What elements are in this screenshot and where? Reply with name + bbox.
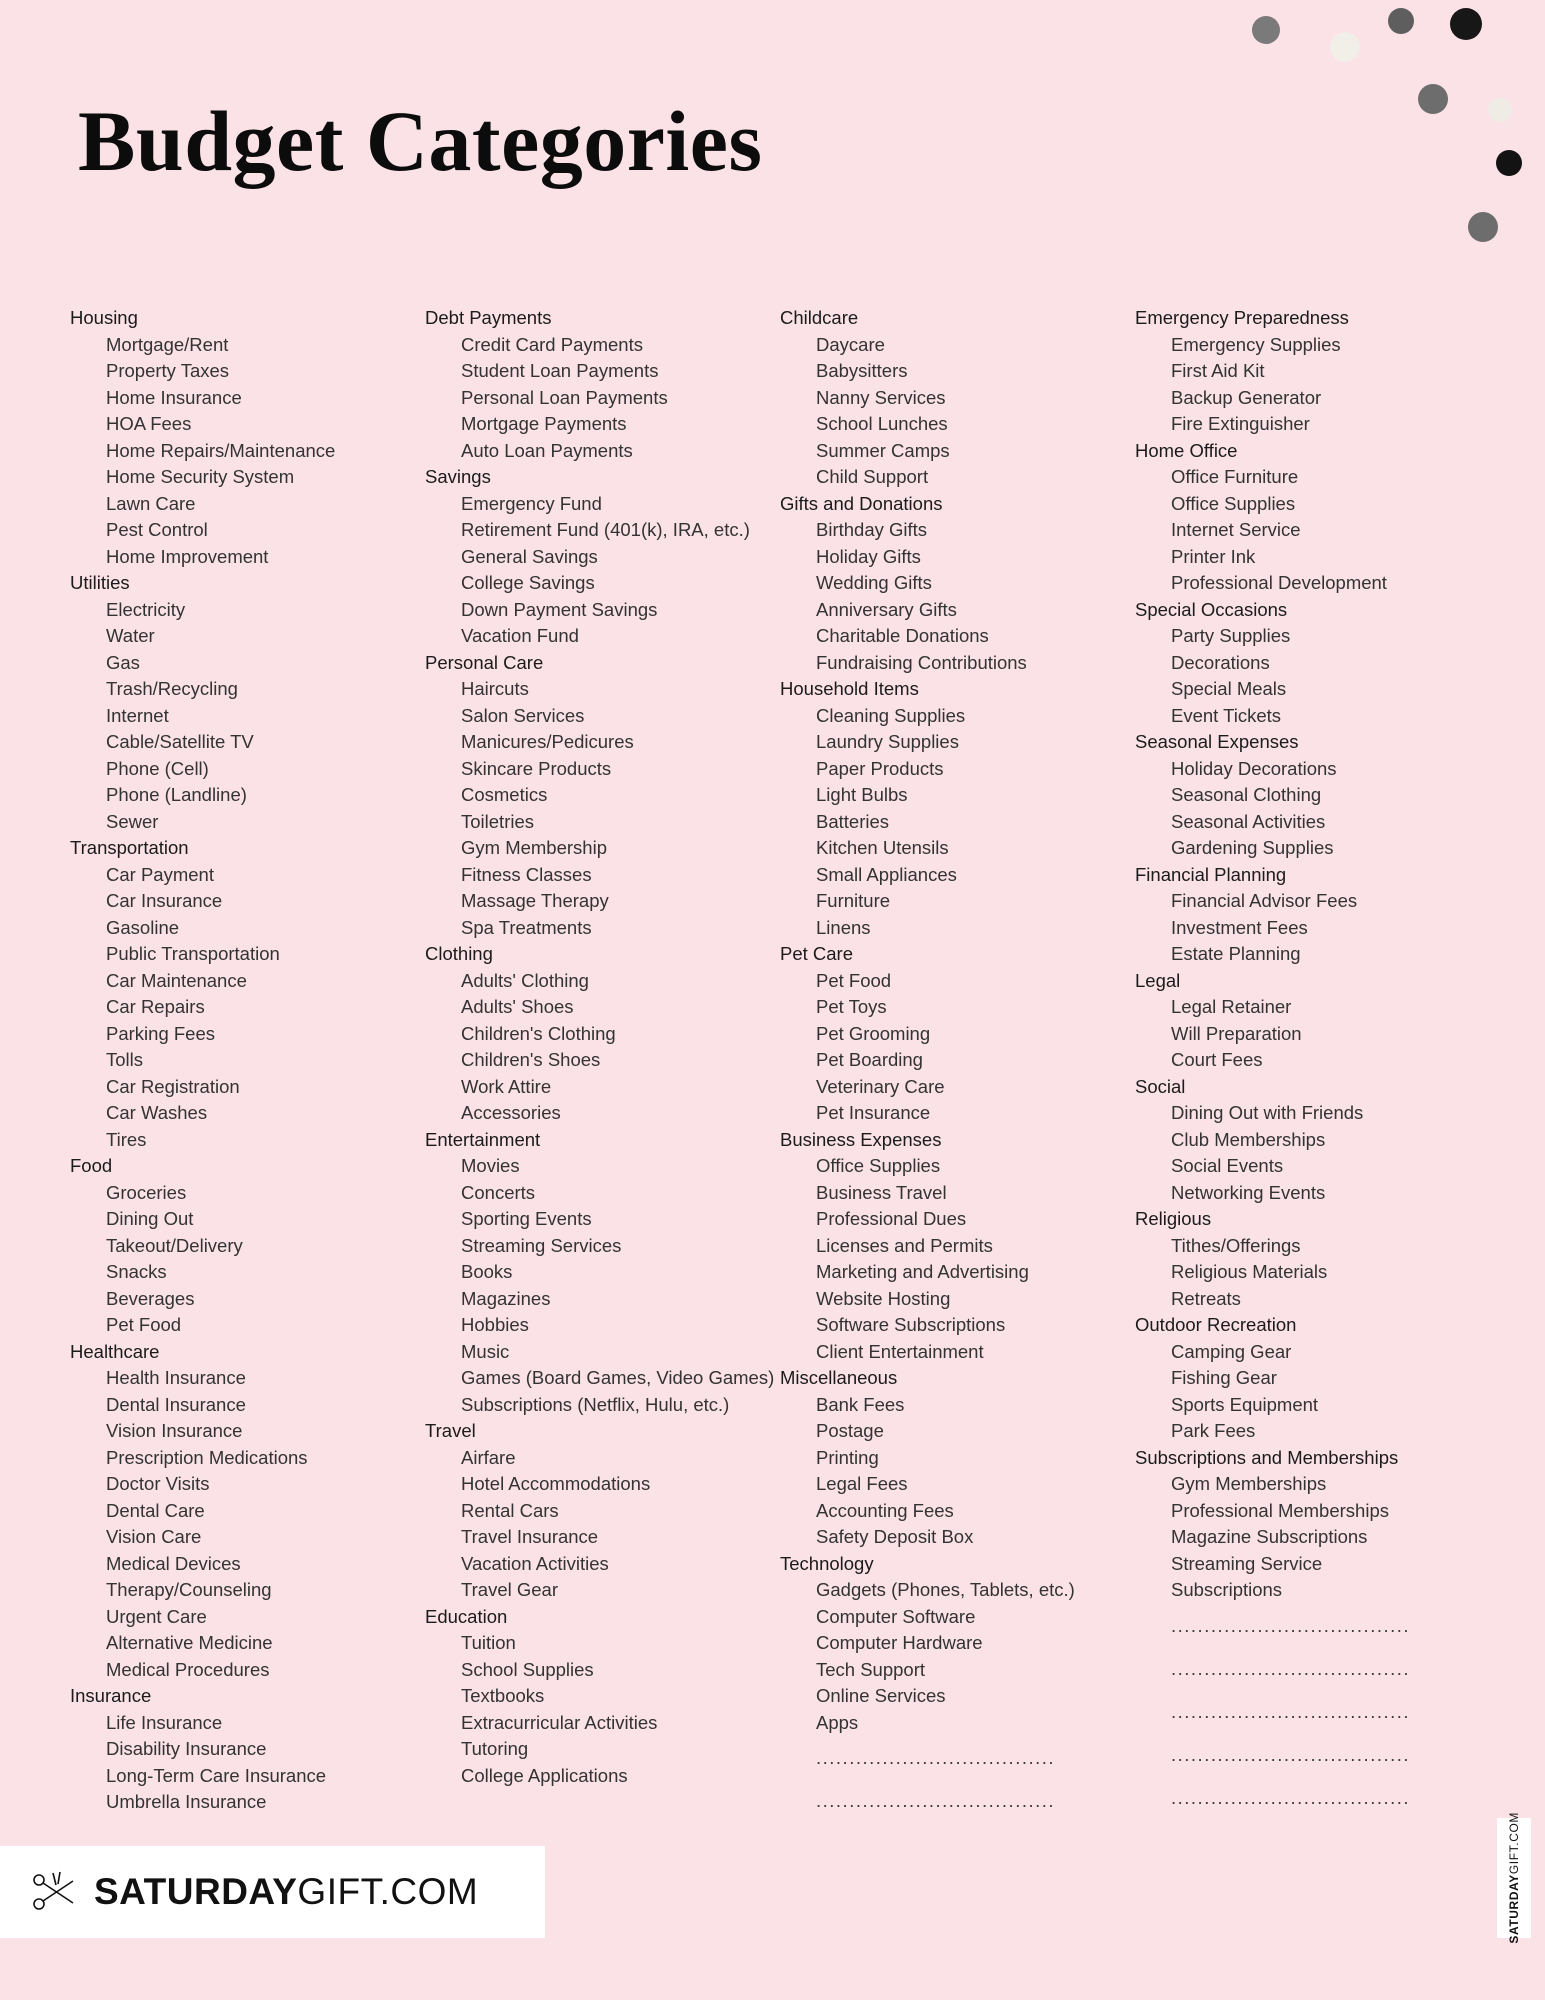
- list-item: Estate Planning: [1171, 943, 1301, 964]
- category-group: [425, 1604, 780, 1790]
- list-item: Therapy/Counseling: [106, 1579, 272, 1600]
- list-item: Vision Care: [106, 1526, 202, 1547]
- group-title: Clothing: [425, 943, 493, 964]
- list-item: Cleaning Supplies: [816, 704, 966, 726]
- confetti-dot: [1388, 8, 1414, 34]
- list-item: Summer Camps: [816, 439, 950, 461]
- category-group: [1135, 968, 1490, 1074]
- list-item: Retirement Fund (401(k), IRA, etc.): [461, 519, 750, 540]
- list-item: Business Travel: [816, 1181, 947, 1203]
- group-title: Pet Care: [780, 943, 854, 964]
- list-item: Seasonal Clothing: [1171, 784, 1322, 805]
- list-item: Paper Products: [816, 757, 944, 779]
- list-item: Tech Support: [816, 1658, 926, 1680]
- list-item: Networking Events: [1171, 1181, 1326, 1203]
- list-item: Fitness Classes: [461, 863, 592, 885]
- list-item: Pest Control: [106, 519, 208, 540]
- list-item: Laundry Supplies: [816, 731, 959, 752]
- category-group: [1135, 1206, 1490, 1312]
- category-group: [780, 676, 1135, 941]
- list-item: Hotel Accommodations: [461, 1473, 651, 1494]
- group-title: Savings: [425, 466, 491, 487]
- list-item: Light Bulbs: [816, 784, 908, 805]
- list-item: Emergency Supplies: [1171, 333, 1341, 355]
- list-item: Tires: [106, 1128, 147, 1150]
- brand-name-primary: SATURDAY: [94, 1871, 298, 1912]
- list-item: Website Hosting: [816, 1287, 951, 1309]
- group-title: Debt Payments: [425, 307, 552, 328]
- list-item: Printer Ink: [1171, 545, 1256, 567]
- list-item: Office Supplies: [816, 1155, 941, 1176]
- list-item: Toiletries: [461, 810, 534, 832]
- list-item: School Lunches: [816, 413, 948, 434]
- list-item: Vision Insurance: [106, 1420, 243, 1441]
- list-item: Pet Food: [106, 1314, 182, 1335]
- list-item: Doctor Visits: [106, 1473, 210, 1494]
- list-item: Music: [461, 1340, 510, 1362]
- group-title: Special Occasions: [1135, 598, 1288, 620]
- list-item: Court Fees: [1171, 1049, 1263, 1070]
- list-item: Travel Gear: [461, 1579, 558, 1600]
- list-item: Sports Equipment: [1171, 1393, 1319, 1415]
- group-title: Utilities: [70, 572, 130, 593]
- list-item: Furniture: [816, 890, 891, 911]
- category-group: [780, 491, 1135, 677]
- blank-line[interactable]: ....................................: [1171, 1614, 1411, 1636]
- group-title: Insurance: [70, 1685, 152, 1706]
- list-item: Holiday Gifts: [816, 545, 921, 567]
- category-group: [425, 1127, 780, 1419]
- list-item: Adults' Clothing: [461, 969, 589, 991]
- list-item: Licenses and Permits: [816, 1234, 993, 1256]
- list-item: Travel Insurance: [461, 1526, 599, 1547]
- list-item: Adults' Shoes: [461, 996, 574, 1017]
- list-item: Religious Materials: [1171, 1261, 1328, 1282]
- list-item: Printing: [816, 1446, 879, 1468]
- list-item: Cable/Satellite TV: [106, 731, 254, 752]
- list-item: HOA Fees: [106, 413, 192, 434]
- list-item: Alternative Medicine: [106, 1632, 273, 1653]
- list-item: Dining Out: [106, 1208, 194, 1229]
- confetti-dot: [1330, 32, 1360, 62]
- category-column-1: [70, 305, 425, 1822]
- list-item: Professional Development: [1171, 572, 1387, 593]
- list-item: Hobbies: [461, 1314, 529, 1335]
- list-item: Umbrella Insurance: [106, 1791, 267, 1812]
- group-title: Financial Planning: [1135, 863, 1287, 885]
- group-title: Miscellaneous: [780, 1367, 898, 1388]
- list-item: Children's Clothing: [461, 1022, 616, 1044]
- blank-line[interactable]: ....................................: [1171, 1786, 1411, 1808]
- list-item: Work Attire: [461, 1075, 552, 1097]
- confetti-dot: [1252, 16, 1280, 44]
- list-item: Gym Membership: [461, 837, 607, 858]
- list-item: School Supplies: [461, 1658, 594, 1680]
- list-item: Seasonal Activities: [1171, 810, 1326, 832]
- list-item: Subscriptions (Netflix, Hulu, etc.): [461, 1393, 730, 1415]
- list-item: Disability Insurance: [106, 1738, 267, 1759]
- list-item: General Savings: [461, 545, 598, 567]
- list-item: Water: [106, 625, 155, 646]
- list-item: Legal Retainer: [1171, 996, 1292, 1017]
- list-item: Massage Therapy: [461, 890, 609, 911]
- page-title: Budget Categories: [78, 93, 763, 189]
- side-brand-secondary: GIFT.COM: [1507, 1812, 1521, 1875]
- side-brand-text: [1507, 1812, 1521, 1944]
- group-title: Childcare: [780, 307, 859, 328]
- list-item: Party Supplies: [1171, 625, 1291, 646]
- list-item: Internet Service: [1171, 519, 1301, 540]
- side-brand-tag: [1497, 1812, 1531, 1944]
- confetti-dot: [1468, 212, 1498, 242]
- list-item: Concerts: [461, 1181, 536, 1203]
- list-item: Cosmetics: [461, 784, 548, 805]
- list-item: Trash/Recycling: [106, 678, 238, 699]
- blank-line[interactable]: ....................................: [1171, 1657, 1411, 1679]
- list-item: Prescription Medications: [106, 1446, 308, 1468]
- list-item: Sporting Events: [461, 1208, 592, 1229]
- list-item: Camping Gear: [1171, 1340, 1292, 1362]
- category-group: [70, 1339, 425, 1684]
- list-item: Small Appliances: [816, 863, 957, 885]
- list-item: Urgent Care: [106, 1605, 207, 1627]
- list-item: Car Repairs: [106, 996, 205, 1017]
- category-group: [1135, 1074, 1490, 1207]
- list-item: Phone (Landline): [106, 784, 247, 805]
- list-item: Office Supplies: [1171, 492, 1296, 514]
- list-item: Car Registration: [106, 1075, 240, 1097]
- list-item: Pet Boarding: [816, 1049, 923, 1070]
- list-item: Lawn Care: [106, 492, 196, 514]
- list-item: Vacation Activities: [461, 1552, 609, 1574]
- blank-line[interactable]: ....................................: [816, 1747, 1056, 1768]
- list-item: Special Meals: [1171, 678, 1287, 699]
- category-group: [1135, 1312, 1490, 1445]
- list-item: Health Insurance: [106, 1367, 246, 1388]
- list-item: Beverages: [106, 1287, 195, 1309]
- category-group: [70, 835, 425, 1153]
- list-item: Groceries: [106, 1181, 187, 1203]
- list-item: Games (Board Games, Video Games): [461, 1367, 775, 1388]
- list-item: Decorations: [1171, 651, 1270, 673]
- group-title: Subscriptions and Memberships: [1135, 1446, 1399, 1468]
- list-item: Home Insurance: [106, 386, 242, 408]
- category-group: [1135, 438, 1490, 597]
- list-item: First Aid Kit: [1171, 360, 1265, 381]
- list-item: Property Taxes: [106, 360, 230, 381]
- list-item: Event Tickets: [1171, 704, 1282, 726]
- group-title: Housing: [70, 307, 138, 328]
- category-group: [1135, 862, 1490, 968]
- list-item: Streaming Services: [461, 1234, 622, 1256]
- list-item: Professional Memberships: [1171, 1499, 1389, 1521]
- list-item: Internet: [106, 704, 169, 726]
- list-item: Anniversary Gifts: [816, 598, 957, 620]
- list-item: Home Improvement: [106, 545, 269, 567]
- list-item: Nanny Services: [816, 386, 946, 408]
- list-item: Car Payment: [106, 863, 214, 885]
- scissors-icon: [26, 1865, 80, 1919]
- category-columns: [70, 305, 1490, 1822]
- list-item: Kitchen Utensils: [816, 837, 949, 858]
- group-title: Technology: [780, 1552, 874, 1574]
- list-item: Office Furniture: [1171, 466, 1299, 487]
- list-item: Computer Hardware: [816, 1632, 983, 1653]
- list-item: Textbooks: [461, 1685, 545, 1706]
- list-item: Retreats: [1171, 1287, 1241, 1309]
- list-item: Investment Fees: [1171, 916, 1308, 938]
- category-group: [1135, 729, 1490, 862]
- list-item: Phone (Cell): [106, 757, 209, 779]
- list-item: Batteries: [816, 810, 890, 832]
- list-item: Birthday Gifts: [816, 519, 928, 540]
- list-item: Haircuts: [461, 678, 529, 699]
- category-column-2: [425, 305, 780, 1822]
- list-item: Children's Shoes: [461, 1049, 601, 1070]
- list-item: Student Loan Payments: [461, 360, 659, 381]
- list-item: Electricity: [106, 598, 186, 620]
- list-item: Medical Devices: [106, 1552, 241, 1574]
- list-item: Pet Grooming: [816, 1022, 931, 1044]
- category-group: [70, 1683, 425, 1816]
- blank-line[interactable]: ....................................: [1171, 1743, 1411, 1765]
- list-item: Marketing and Advertising: [816, 1261, 1029, 1282]
- list-item: Rental Cars: [461, 1499, 559, 1521]
- list-item: Wedding Gifts: [816, 572, 932, 593]
- list-item: Snacks: [106, 1261, 167, 1282]
- category-group: [425, 1418, 780, 1604]
- list-item: Salon Services: [461, 704, 585, 726]
- category-group: [780, 941, 1135, 1127]
- list-item: Fire Extinguisher: [1171, 413, 1310, 434]
- group-title: Home Office: [1135, 439, 1238, 461]
- list-item: College Applications: [461, 1764, 628, 1786]
- list-item: Backup Generator: [1171, 386, 1322, 408]
- list-item: Home Security System: [106, 466, 295, 487]
- list-item: Online Services: [816, 1685, 946, 1706]
- list-item: Safety Deposit Box: [816, 1526, 974, 1547]
- category-group: [70, 305, 425, 570]
- list-item: Spa Treatments: [461, 916, 592, 938]
- list-item: Bank Fees: [816, 1393, 905, 1415]
- confetti-dot: [1488, 98, 1512, 122]
- list-item: Sewer: [106, 810, 159, 832]
- list-item: Pet Food: [816, 969, 892, 991]
- list-item: Pet Toys: [816, 996, 887, 1017]
- group-title: Social: [1135, 1075, 1186, 1097]
- category-column-4: [1135, 305, 1490, 1822]
- blank-line[interactable]: ....................................: [1171, 1700, 1411, 1722]
- group-title: Business Expenses: [780, 1128, 942, 1150]
- list-item: Magazine Subscriptions: [1171, 1526, 1368, 1547]
- category-group: [70, 570, 425, 835]
- confetti-dot: [1418, 84, 1448, 114]
- category-column-3: [780, 305, 1135, 1822]
- blank-line[interactable]: ....................................: [816, 1790, 1056, 1811]
- list-item: Skincare Products: [461, 757, 612, 779]
- list-item: Takeout/Delivery: [106, 1234, 243, 1256]
- list-item: Mortgage/Rent: [106, 333, 229, 355]
- list-item: Dental Insurance: [106, 1393, 246, 1415]
- list-item: Emergency Fund: [461, 492, 602, 514]
- list-item: Airfare: [461, 1446, 516, 1468]
- list-item: Personal Loan Payments: [461, 386, 668, 408]
- list-item: Financial Advisor Fees: [1171, 890, 1358, 911]
- list-item: Auto Loan Payments: [461, 439, 633, 461]
- list-item: Charitable Donations: [816, 625, 989, 646]
- list-item: Credit Card Payments: [461, 333, 643, 355]
- list-item: Dental Care: [106, 1499, 205, 1521]
- list-item: Dining Out with Friends: [1171, 1102, 1364, 1123]
- list-item: Legal Fees: [816, 1473, 908, 1494]
- list-item: Down Payment Savings: [461, 598, 658, 620]
- list-item: Tuition: [461, 1632, 516, 1653]
- group-title: Seasonal Expenses: [1135, 731, 1299, 752]
- list-item: Club Memberships: [1171, 1128, 1326, 1150]
- list-item: Linens: [816, 916, 871, 938]
- list-item: Home Repairs/Maintenance: [106, 439, 336, 461]
- list-item: Apps: [816, 1711, 859, 1733]
- list-item: Public Transportation: [106, 943, 280, 964]
- list-item: Gym Memberships: [1171, 1473, 1327, 1494]
- list-item: Social Events: [1171, 1155, 1284, 1176]
- list-item: Medical Procedures: [106, 1658, 270, 1680]
- list-item: Subscriptions: [1171, 1579, 1283, 1600]
- list-item: Car Washes: [106, 1102, 208, 1123]
- list-item: Magazines: [461, 1287, 551, 1309]
- list-item: Gadgets (Phones, Tablets, etc.): [816, 1579, 1075, 1600]
- list-item: Daycare: [816, 333, 885, 355]
- list-item: Accessories: [461, 1102, 561, 1123]
- list-item: Life Insurance: [106, 1711, 223, 1733]
- group-title: Education: [425, 1605, 508, 1627]
- list-item: Client Entertainment: [816, 1340, 984, 1362]
- list-item: Parking Fees: [106, 1022, 215, 1044]
- group-title: Emergency Preparedness: [1135, 307, 1349, 328]
- list-item: Books: [461, 1261, 513, 1282]
- list-item: Computer Software: [816, 1605, 976, 1627]
- list-item: Streaming Service: [1171, 1552, 1323, 1574]
- category-group: [425, 650, 780, 942]
- list-item: Manicures/Pedicures: [461, 731, 634, 752]
- category-group: [780, 1365, 1135, 1551]
- group-title: Gifts and Donations: [780, 492, 943, 514]
- list-item: Professional Dues: [816, 1208, 967, 1229]
- list-item: Gasoline: [106, 916, 180, 938]
- list-item: Tolls: [106, 1049, 144, 1070]
- list-item: Veterinary Care: [816, 1075, 945, 1097]
- category-group: [1135, 305, 1490, 438]
- confetti-dot: [1450, 8, 1482, 40]
- list-item: Car Insurance: [106, 890, 223, 911]
- list-item: Will Preparation: [1171, 1022, 1302, 1044]
- list-item: Fishing Gear: [1171, 1367, 1277, 1388]
- side-brand-primary: SATURDAY: [1507, 1874, 1521, 1944]
- list-item: Movies: [461, 1155, 520, 1176]
- group-title: Healthcare: [70, 1340, 160, 1362]
- list-item: Tithes/Offerings: [1171, 1234, 1301, 1256]
- list-item: Postage: [816, 1420, 884, 1441]
- group-title: Household Items: [780, 678, 919, 699]
- list-item: Fundraising Contributions: [816, 651, 1027, 673]
- category-group: [70, 1153, 425, 1339]
- group-title: Entertainment: [425, 1128, 541, 1150]
- list-item: Car Maintenance: [106, 969, 247, 991]
- list-item: Vacation Fund: [461, 625, 579, 646]
- list-item: Child Support: [816, 466, 929, 487]
- category-group: [1135, 597, 1490, 730]
- list-item: Holiday Decorations: [1171, 757, 1337, 779]
- list-item: Park Fees: [1171, 1420, 1256, 1441]
- group-title: Food: [70, 1155, 113, 1176]
- list-item: Long-Term Care Insurance: [106, 1764, 327, 1786]
- list-item: Gas: [106, 651, 140, 673]
- category-group: [425, 305, 780, 464]
- category-group: [425, 464, 780, 650]
- confetti-dot: [1496, 150, 1522, 176]
- group-title: Personal Care: [425, 651, 544, 673]
- brand-name: [94, 1871, 478, 1913]
- category-group: [780, 305, 1135, 491]
- list-item: Mortgage Payments: [461, 413, 627, 434]
- list-item: Software Subscriptions: [816, 1314, 1006, 1335]
- group-title: Legal: [1135, 969, 1181, 991]
- group-title: Transportation: [70, 837, 189, 858]
- brand-name-secondary: GIFT.COM: [297, 1871, 479, 1912]
- group-title: Outdoor Recreation: [1135, 1314, 1297, 1335]
- category-group: [1135, 1445, 1490, 1604]
- list-item: Pet Insurance: [816, 1102, 931, 1123]
- category-group: [780, 1127, 1135, 1366]
- group-title: Travel: [425, 1420, 476, 1441]
- list-item: Gardening Supplies: [1171, 837, 1334, 858]
- category-group: [780, 1551, 1135, 1737]
- list-item: Accounting Fees: [816, 1499, 954, 1521]
- list-item: Extracurricular Activities: [461, 1711, 658, 1733]
- brand-logo-bar: [0, 1846, 545, 1938]
- list-item: Tutoring: [461, 1738, 529, 1759]
- category-group: [425, 941, 780, 1127]
- list-item: College Savings: [461, 572, 595, 593]
- group-title: Religious: [1135, 1208, 1212, 1229]
- list-item: Babysitters: [816, 360, 908, 381]
